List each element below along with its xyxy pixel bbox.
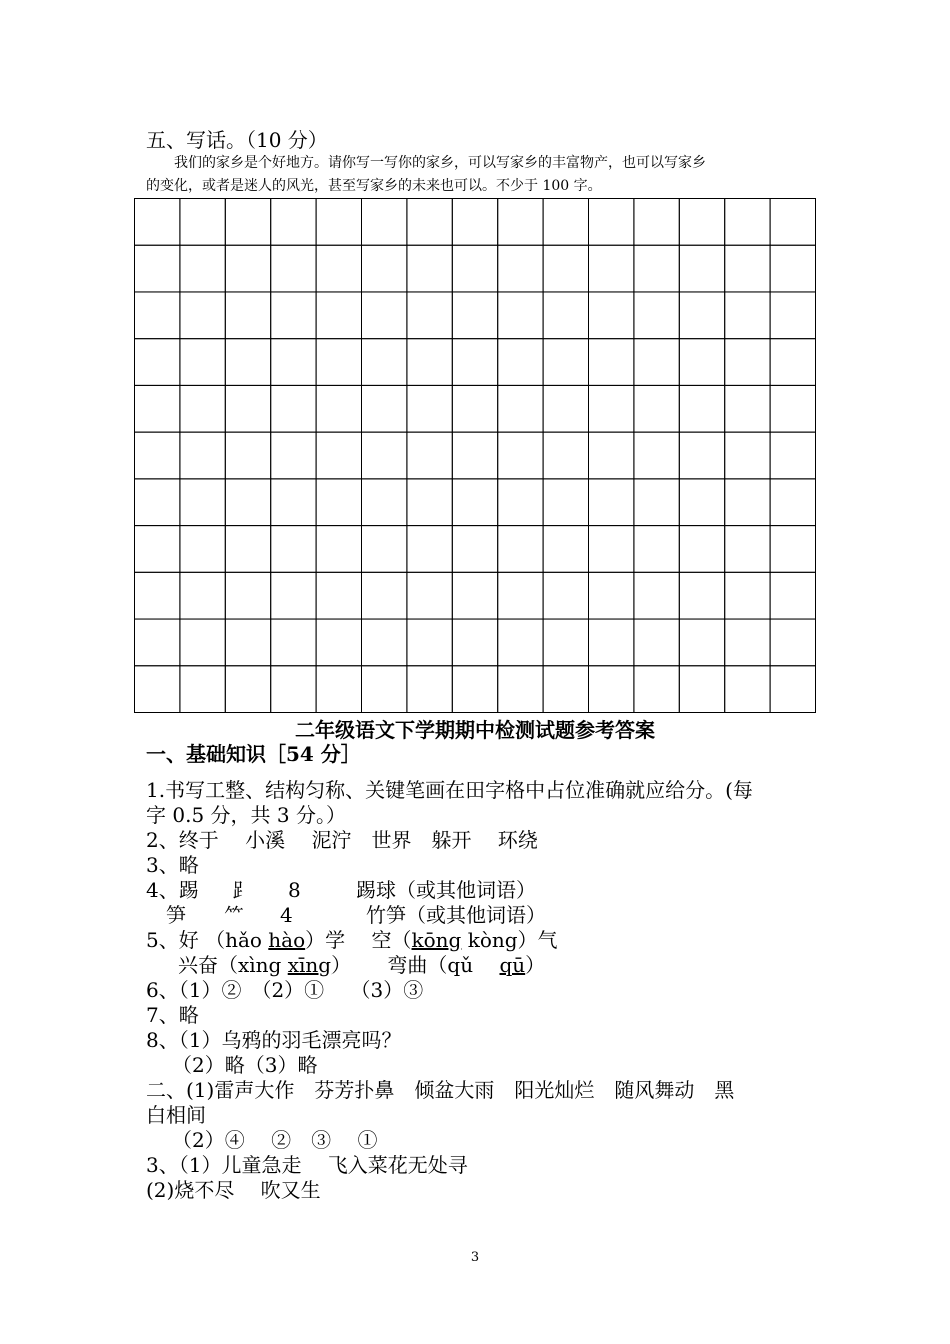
grid-cell	[770, 572, 815, 619]
grid-cell	[180, 199, 225, 246]
grid-cell	[543, 526, 588, 573]
grid-cell	[362, 199, 407, 246]
grid-cell	[725, 666, 770, 713]
grid-cell	[316, 199, 361, 246]
grid-cell	[316, 666, 361, 713]
grid-cell	[725, 199, 770, 246]
grid-cell	[407, 432, 452, 479]
grid-cell	[589, 572, 634, 619]
grid-cell	[725, 479, 770, 526]
grid-cell	[452, 292, 497, 339]
section3-line2: (2)烧不尽 吹又生	[146, 1178, 321, 1202]
grid-cell	[679, 666, 724, 713]
grid-cell	[225, 666, 270, 713]
grid-cell	[725, 572, 770, 619]
q4-b-radical: ⺮	[224, 903, 244, 927]
prompt-line-2: 的变化，或者是迷人的风光，甚至写家乡的未来也可以。不少于 100 字。	[146, 178, 602, 194]
grid-cell	[225, 339, 270, 386]
grid-cell	[362, 572, 407, 619]
grid-cell	[271, 526, 316, 573]
grid-cell	[679, 339, 724, 386]
grid-cell	[316, 339, 361, 386]
grid-cell	[225, 385, 270, 432]
grid-cell	[407, 526, 452, 573]
q4-a-head: 4、踢	[146, 878, 199, 902]
grid-cell	[407, 292, 452, 339]
grid-cell	[725, 245, 770, 292]
grid-cell	[362, 619, 407, 666]
grid-cell	[407, 479, 452, 526]
grid-cell	[634, 479, 679, 526]
grid-cell	[225, 619, 270, 666]
grid-cell	[180, 245, 225, 292]
grid-cell	[589, 479, 634, 526]
grid-cell	[135, 199, 180, 246]
grid-cell	[180, 526, 225, 573]
grid-cell	[316, 572, 361, 619]
q7-answer: 7、略	[146, 1003, 199, 1027]
grid-cell	[180, 432, 225, 479]
grid-cell	[135, 572, 180, 619]
grid-cell	[543, 432, 588, 479]
q8-line1: 8、（1）乌鸦的羽毛漂亮吗？	[146, 1028, 402, 1052]
grid-cell	[135, 526, 180, 573]
section2-line1: 二、(1)雷声大作 芬芳扑鼻 倾盆大雨 阳光灿烂 随风舞动 黑	[146, 1078, 735, 1102]
section2-line3: （2）④ ② ③ ①	[172, 1128, 378, 1152]
q5-b-correct2: qū	[499, 953, 526, 977]
grid-cell	[316, 385, 361, 432]
grid-cell	[407, 339, 452, 386]
grid-cell	[498, 385, 543, 432]
grid-cell	[679, 292, 724, 339]
grid-cell	[770, 619, 815, 666]
grid-cell	[543, 339, 588, 386]
grid-cell	[180, 479, 225, 526]
grid-cell	[589, 619, 634, 666]
grid-cell	[498, 619, 543, 666]
grid-cell	[770, 292, 815, 339]
grid-cell	[770, 199, 815, 246]
grid-cell	[225, 245, 270, 292]
grid-cell	[271, 199, 316, 246]
q8-line2: （2）略（3）略	[172, 1053, 318, 1077]
grid-cell	[271, 292, 316, 339]
grid-cell	[770, 526, 815, 573]
grid-cell	[135, 619, 180, 666]
grid-cell	[225, 572, 270, 619]
grid-cell	[316, 526, 361, 573]
grid-cell	[679, 432, 724, 479]
q1-line1: 1.书写工整、结构匀称、关键笔画在田字格中占位准确就应给分。(每	[146, 778, 753, 802]
section3-line1: 3、（1）儿童急走 飞入菜花无处寻	[146, 1153, 468, 1177]
q4-b-word: 竹笋（或其他词语）	[366, 903, 546, 927]
grid-cell	[679, 385, 724, 432]
grid-cell	[362, 245, 407, 292]
grid-cell	[543, 385, 588, 432]
grid-cell	[634, 572, 679, 619]
grid-cell	[271, 666, 316, 713]
grid-cell	[543, 619, 588, 666]
grid-cell	[679, 572, 724, 619]
q5-a-text1: 5、好 （hǎo	[146, 928, 269, 952]
prompt-line-1: 我们的家乡是个好地方。请你写一写你的家乡，可以写家乡的丰富物产，也可以写家乡	[174, 155, 706, 171]
grid-cell	[725, 339, 770, 386]
grid-cell	[770, 339, 815, 386]
grid-cell	[362, 339, 407, 386]
grid-cell	[407, 385, 452, 432]
q1-line2: 字 0.5 分，共 3 分。）	[146, 803, 346, 827]
grid-cell	[543, 572, 588, 619]
grid-cell	[770, 385, 815, 432]
grid-cell	[543, 245, 588, 292]
grid-cell	[679, 245, 724, 292]
grid-cell	[407, 572, 452, 619]
grid-cell	[271, 245, 316, 292]
grid-cell	[589, 292, 634, 339]
grid-cell	[316, 479, 361, 526]
grid-cell	[679, 479, 724, 526]
grid-cell	[452, 432, 497, 479]
grid-cell	[725, 385, 770, 432]
grid-cell	[770, 432, 815, 479]
grid-cell	[589, 385, 634, 432]
q6-answer: 6、（1）② （2）① （3）③	[146, 978, 424, 1002]
grid-cell	[725, 619, 770, 666]
grid-cell	[135, 666, 180, 713]
grid-cell	[725, 526, 770, 573]
grid-cell	[770, 245, 815, 292]
grid-cell	[135, 339, 180, 386]
grid-cell	[271, 619, 316, 666]
q5-a-text2: ）学 空（	[305, 928, 412, 952]
q5-a-text3: kòng）气	[461, 928, 558, 952]
q5-a-correct2: kōng	[411, 928, 462, 952]
grid-cell	[316, 245, 361, 292]
grid-cell	[634, 385, 679, 432]
grid-cell	[543, 479, 588, 526]
grid-cell	[634, 199, 679, 246]
grid-cell	[589, 245, 634, 292]
grid-cell	[679, 526, 724, 573]
page-number: 3	[470, 1250, 480, 1265]
grid-cell	[316, 292, 361, 339]
part5-prompt	[146, 152, 826, 198]
grid-cell	[180, 572, 225, 619]
grid-cell	[589, 199, 634, 246]
grid-cell	[271, 479, 316, 526]
grid-cell	[135, 385, 180, 432]
grid-cell	[452, 245, 497, 292]
answer-key-title: 二年级语文下学期期中检测试题参考答案	[295, 718, 655, 742]
grid-cell	[770, 666, 815, 713]
grid-cell	[362, 526, 407, 573]
grid-cell	[498, 526, 543, 573]
grid-cell	[679, 199, 724, 246]
grid-cell	[634, 666, 679, 713]
grid-cell	[498, 292, 543, 339]
grid-cell	[498, 339, 543, 386]
grid-cell	[498, 199, 543, 246]
grid-cell	[271, 432, 316, 479]
q4-b-strokes: 4	[280, 903, 293, 927]
grid-cell	[498, 432, 543, 479]
grid-cell	[362, 385, 407, 432]
grid-cell	[725, 292, 770, 339]
grid-cell	[452, 526, 497, 573]
grid-cell	[271, 572, 316, 619]
grid-cell	[452, 572, 497, 619]
grid-cell	[543, 199, 588, 246]
grid-cell	[452, 479, 497, 526]
grid-cell	[543, 666, 588, 713]
q5-b-correct1: xīng	[287, 953, 332, 977]
grid-cell	[543, 292, 588, 339]
grid-cell	[135, 432, 180, 479]
grid-cell	[271, 339, 316, 386]
grid-cell	[225, 479, 270, 526]
grid-cell	[362, 666, 407, 713]
q4-a-strokes: 8	[288, 878, 301, 902]
grid-cell	[225, 526, 270, 573]
grid-cell	[634, 339, 679, 386]
grid-cell	[589, 432, 634, 479]
grid-cell	[271, 385, 316, 432]
grid-cell	[407, 245, 452, 292]
grid-cell	[634, 292, 679, 339]
grid-cell	[180, 385, 225, 432]
grid-cell	[362, 292, 407, 339]
grid-cell	[589, 526, 634, 573]
grid-cell	[452, 199, 497, 246]
section1-heading: 一、基础知识［54 分］	[146, 742, 361, 766]
q2-answer: 2、终于 小溪 泥泞 世界 躲开 环绕	[146, 828, 538, 852]
grid-cell	[407, 199, 452, 246]
q4-a-word: 踢球（或其他词语）	[356, 878, 536, 902]
grid-cell	[407, 666, 452, 713]
grid-cell	[225, 199, 270, 246]
grid-cell	[679, 619, 724, 666]
grid-cell	[498, 245, 543, 292]
grid-cell	[180, 339, 225, 386]
grid-cell	[452, 619, 497, 666]
q5-b-text1: 兴奋（xìng	[178, 953, 288, 977]
grid-cell	[225, 432, 270, 479]
q4-b-head: 笋	[166, 903, 186, 927]
q3-answer: 3、略	[146, 853, 199, 877]
q5-a-correct1: hào	[268, 928, 306, 952]
grid-cell	[407, 619, 452, 666]
grid-cell	[498, 666, 543, 713]
grid-cell	[634, 245, 679, 292]
grid-cell	[770, 479, 815, 526]
grid-cell	[362, 432, 407, 479]
q5-b-text3: ）	[525, 953, 546, 977]
grid-cell	[180, 666, 225, 713]
grid-cell	[180, 292, 225, 339]
grid-cell	[135, 292, 180, 339]
grid-cell	[634, 526, 679, 573]
part5-heading: 五、写话。（10 分）	[146, 128, 328, 152]
grid-cell	[452, 385, 497, 432]
grid-cell	[180, 619, 225, 666]
grid-cell	[362, 479, 407, 526]
grid-cell	[634, 432, 679, 479]
grid-cell	[634, 619, 679, 666]
section2-line2: 白相间	[146, 1103, 206, 1127]
grid-cell	[589, 666, 634, 713]
grid-cell	[452, 666, 497, 713]
grid-cell	[498, 479, 543, 526]
grid-cell	[498, 572, 543, 619]
q5-b-text2: ） 弯曲（qǔ	[331, 953, 500, 977]
grid-cell	[725, 432, 770, 479]
grid-cell	[316, 432, 361, 479]
grid-cell	[589, 339, 634, 386]
q4-a-radical: ⻊	[232, 878, 252, 902]
grid-cell	[135, 479, 180, 526]
grid-cell	[135, 245, 180, 292]
writing-grid	[134, 198, 816, 714]
grid-cell	[316, 619, 361, 666]
grid-cell	[452, 339, 497, 386]
grid-cell	[225, 292, 270, 339]
